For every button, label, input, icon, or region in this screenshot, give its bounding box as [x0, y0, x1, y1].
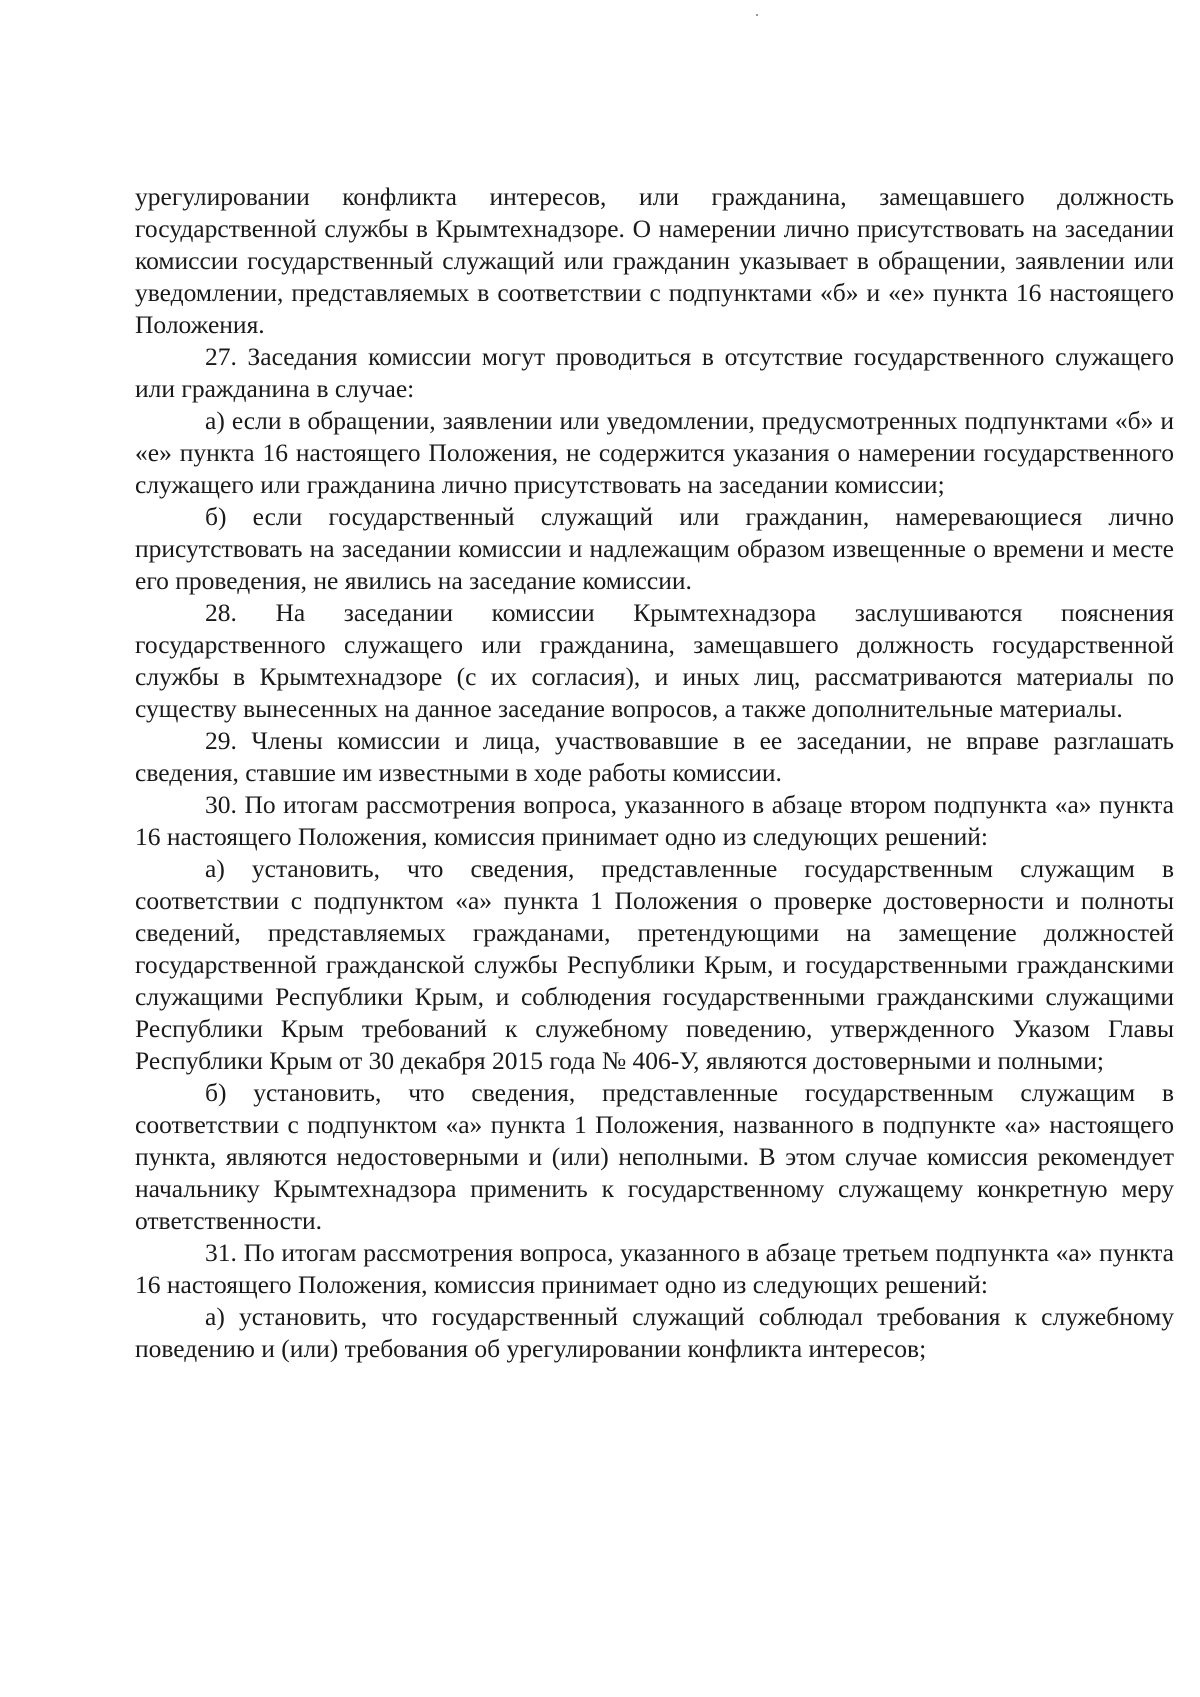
paragraph-continuation: урегулировании конфликта интересов, или гражданина, замещавшего должность государственной службы в Крымтехнадзоре. О намерении лично присутствовать на заседании комиссии государственный служащий или гражданин указывает в обращении, заявлении или уведомлении, представляемых в соответствии с подпунктами «б» и «е» пункта 16 настоящего Положения. — [135, 182, 1174, 339]
scan-speck — [756, 14, 758, 16]
paragraph-30-b: б) установить, что сведения, представленные государственным служащим в соответствии с подпунктом «а» пункта 1 Положения, названного в подпункте «а» настоящего пункта, являются недостоверными и (или) неполными. В этом случае комиссия рекомендует начальнику Крымтехнадзора применить к государственному служащему конкретную меру ответственности. — [135, 1078, 1174, 1235]
paragraph-31-a: а) установить, что государственный служащий соблюдал требования к служебному поведению и (или) требования об урегулировании конфликта интересов; — [135, 1302, 1174, 1363]
paragraph-31: 31. По итогам рассмотрения вопроса, указанного в абзаце третьем подпункта «а» пункта 16 настоящего Положения, комиссия принимает одно из следующих решений: — [135, 1238, 1174, 1299]
paragraph-27: 27. Заседания комиссии могут проводиться в отсутствие государственного служащего или гражданина в случае: — [135, 342, 1174, 403]
paragraph-27-a: а) если в обращении, заявлении или уведомлении, предусмотренных подпунктами «б» и «е» пункта 16 настоящего Положения, не содержится указания о намерении государственного служащего или гражданина лично присутствовать на заседании комиссии; — [135, 406, 1174, 499]
paragraph-27-b: б) если государственный служащий или гражданин, намеревающиеся лично присутствовать на заседании комиссии и надлежащим образом извещенные о времени и месте его проведения, не явились на заседание комиссии. — [135, 502, 1174, 595]
paragraph-30-a: а) установить, что сведения, представленные государственным служащим в соответствии с подпунктом «а» пункта 1 Положения о проверке достоверности и полноты сведений, представляемых гражданами, претендующими на замещение должностей государственной гражданской службы Республики Крым, и государственными гражданскими служащими Республики Крым, и соблюдения государственными гражданскими служащими Республики Крым требований к служебному поведению, утвержденного Указом Главы Республики Крым от 30 декабря 2015 года № 406-У, являются достоверными и полными; — [135, 854, 1174, 1075]
document-body — [135, 181, 1174, 1365]
paragraph-30: 30. По итогам рассмотрения вопроса, указанного в абзаце втором подпункта «а» пункта 16 настоящего Положения, комиссия принимает одно из следующих решений: — [135, 790, 1174, 851]
paragraph-28: 28. На заседании комиссии Крымтехнадзора заслушиваются пояснения государственного служащего или гражданина, замещавшего должность государственной службы в Крымтехнадзоре (с их согласия), и иных лиц, рассматриваются материалы по существу вынесенных на данное заседание вопросов, а также дополнительные материалы. — [135, 598, 1174, 723]
paragraph-29: 29. Члены комиссии и лица, участвовавшие в ее заседании, не вправе разглашать сведения, ставшие им известными в ходе работы комиссии. — [135, 726, 1174, 787]
